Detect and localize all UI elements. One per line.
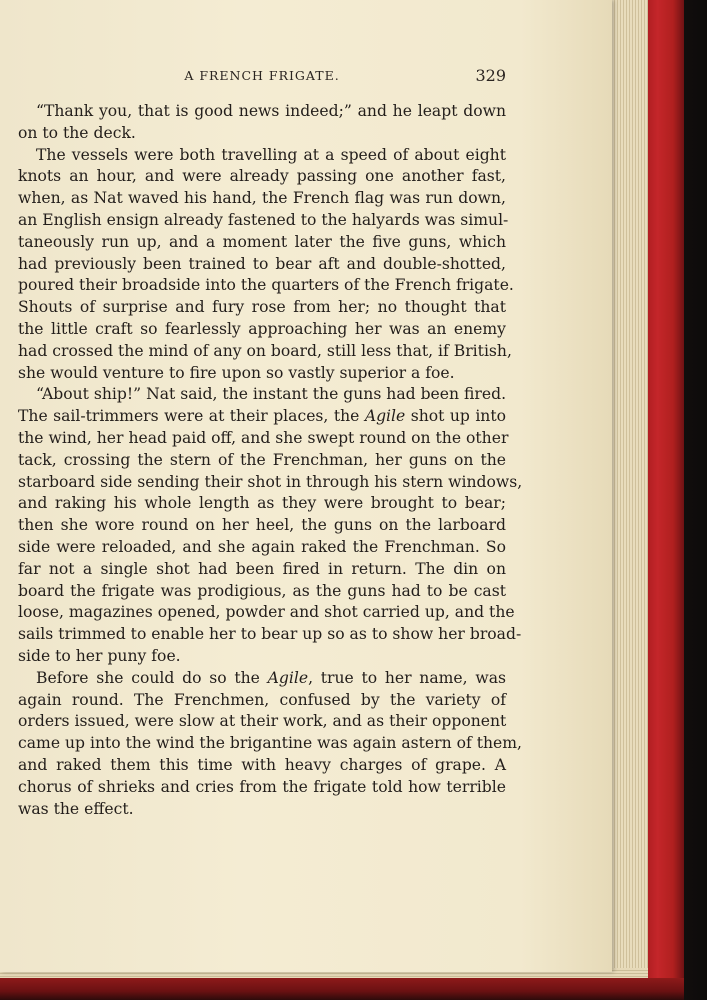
text-line: The vessels were both travelling at a speed of about eight xyxy=(36,145,506,164)
text-line: “Thank you, that is good news indeed;” and he leapt down xyxy=(36,102,506,120)
text-line: side were reloaded, and she again raked the Frenchman. So xyxy=(18,537,506,556)
text-line: on to the deck. xyxy=(18,123,136,142)
text-line: the wind, her head paid off, and she swept round on the other xyxy=(18,428,509,447)
running-head xyxy=(18,66,506,88)
text-line: she would venture to fire upon so vastly superior a foe. xyxy=(18,363,455,382)
book-cover-bottom xyxy=(0,978,684,1000)
text-line: “About ship!” Nat said, the instant the guns had been fired. xyxy=(36,385,507,404)
text-line: knots an hour, and were already passing one another fast, xyxy=(18,167,506,186)
text-line: tack, crossing the stern of the Frenchman, her guns on the xyxy=(18,450,506,469)
text-line: loose, magazines opened, powder and shot carried up, and the xyxy=(18,603,515,622)
text-line: and raked them this time with heavy charges of grape. A xyxy=(18,755,506,774)
text-line: sails trimmed to enable her to bear up so as to show her broad- xyxy=(18,625,522,644)
text-line: Before she could do so the Agile, true to her name, was xyxy=(36,668,506,687)
text-line: was the effect. xyxy=(18,799,134,818)
text-line: chorus of shrieks and cries from the frigate told how terrible xyxy=(18,777,506,796)
text-line: came up into the wind the brigantine was again astern of them, xyxy=(18,734,522,753)
text-line: board the frigate was prodigious, as the guns had to be cast xyxy=(18,581,506,600)
text-line: an English ensign already fastened to the halyards was simul- xyxy=(18,210,509,229)
body-text xyxy=(18,101,523,820)
text-line: the little craft so fearlessly approaching her was an enemy xyxy=(18,319,506,338)
text-line: then she wore round on her heel, the guns on the larboard xyxy=(18,516,506,535)
running-title: A FRENCH FRIGATE. xyxy=(184,68,340,83)
text-line: had previously been trained to bear aft and double-shotted, xyxy=(18,254,506,273)
text-line: again round. The Frenchmen, confused by the variety of xyxy=(18,690,506,709)
text-line: starboard side sending their shot in through his stern windows, xyxy=(18,472,523,491)
text-line: when, as Nat waved his hand, the French flag was run down, xyxy=(18,189,506,208)
text-line: far not a single shot had been fired in return. The din on xyxy=(18,559,506,578)
text-line: orders issued, were slow at their work, and as their opponent xyxy=(18,712,507,731)
text-line: poured their broadside into the quarters of the French frigate. xyxy=(18,276,514,295)
text-line: side to her puny foe. xyxy=(18,646,181,665)
text-line: taneously run up, and a moment later the five guns, which xyxy=(18,232,506,251)
text-line: had crossed the mind of any on board, still less that, if British, xyxy=(18,341,512,360)
text-line: The sail-trimmers were at their places, the Agile shot up into xyxy=(18,407,507,426)
page-number: 329 xyxy=(475,66,506,85)
text-line: and raking his whole length as they were brought to bear; xyxy=(18,494,506,513)
text-line: Shouts of surprise and fury rose from her; no thought that xyxy=(18,298,506,317)
